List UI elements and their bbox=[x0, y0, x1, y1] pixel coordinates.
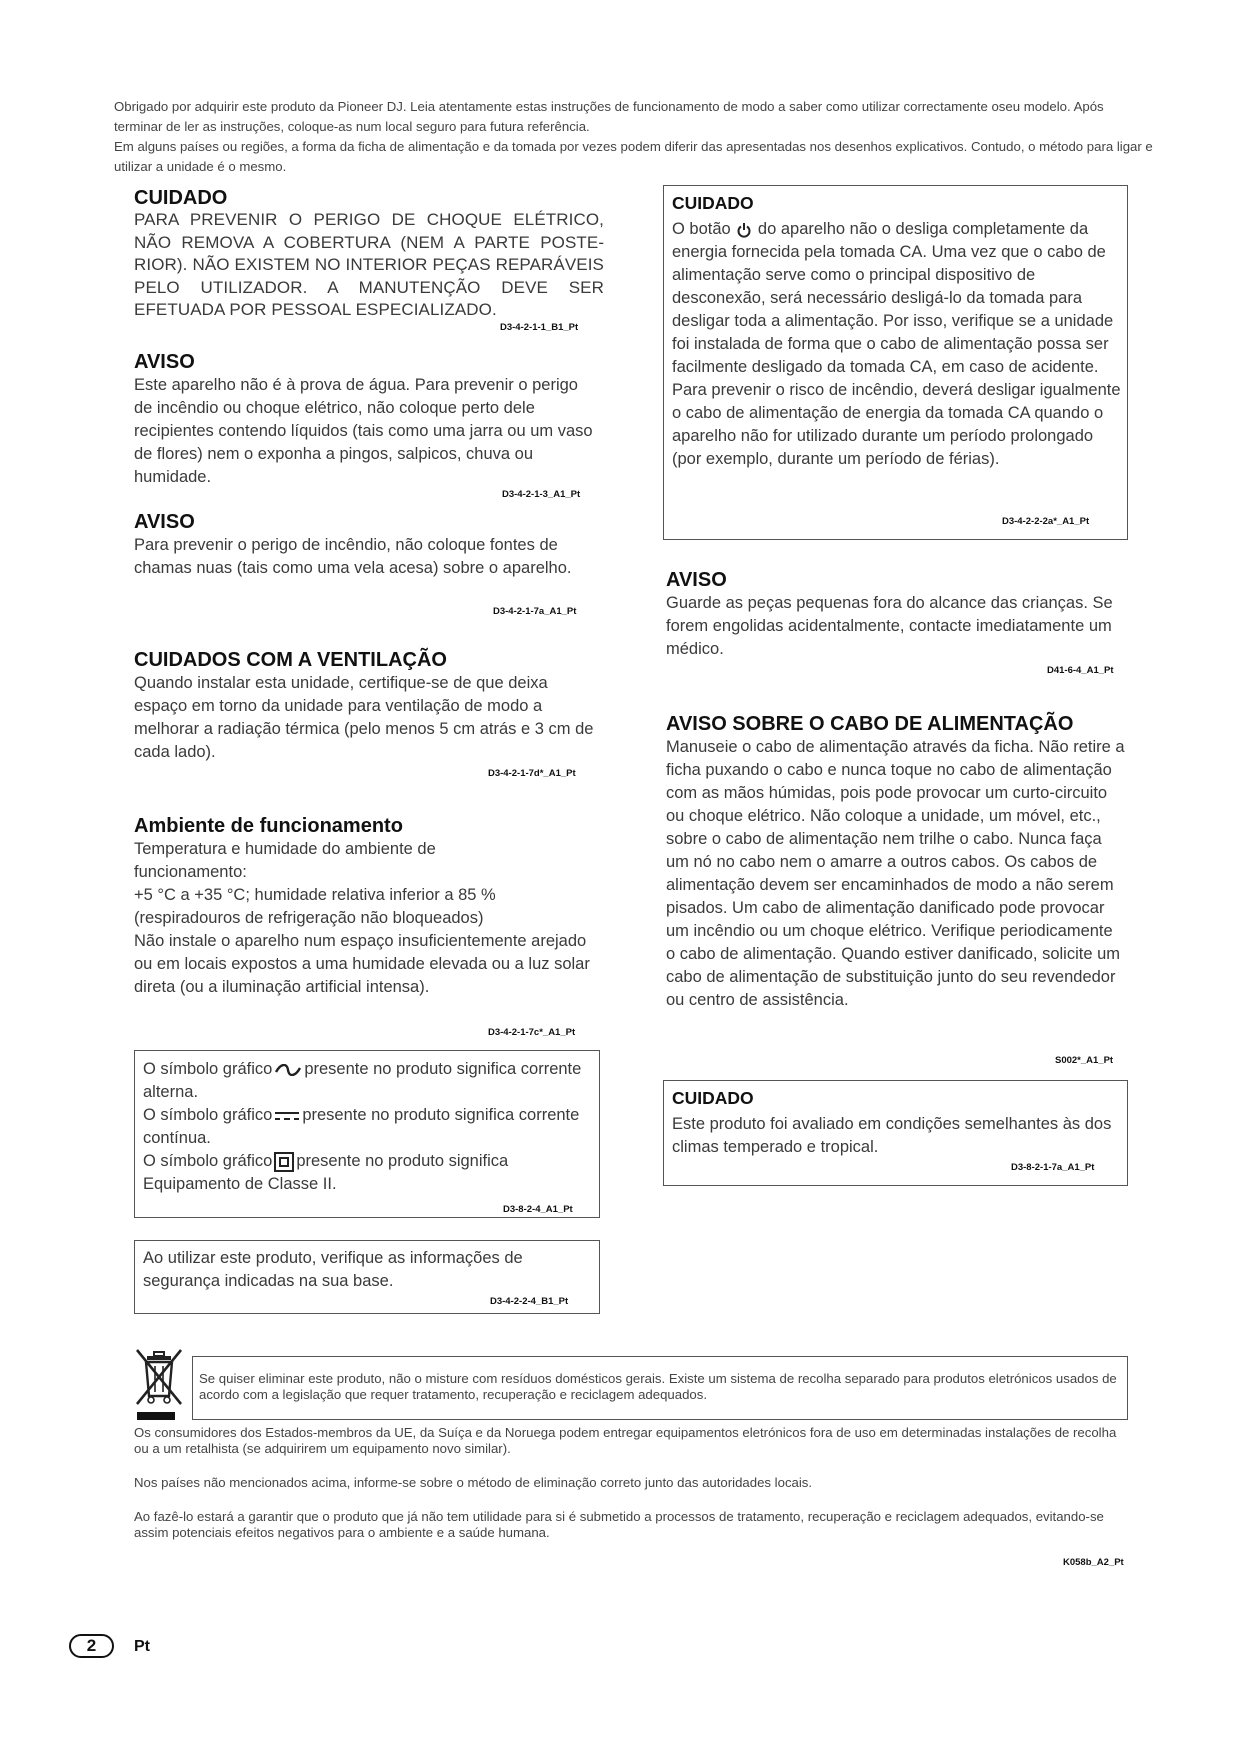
section-title: CUIDADO bbox=[672, 1088, 754, 1108]
section-title: CUIDADO bbox=[672, 193, 754, 213]
ventilation-section bbox=[134, 648, 604, 764]
reference-code: D3-4-2-1-7a_A1_Pt bbox=[493, 606, 577, 617]
ac-current-icon bbox=[274, 1064, 302, 1076]
reference-code: D3-4-2-2-4_B1_Pt bbox=[490, 1296, 569, 1307]
environment-paragraph: Temperatura e humidade do ambiente de funcionamento: bbox=[134, 840, 436, 881]
symbol-text-suffix: presente no produto significa corrente contínua. bbox=[143, 1106, 580, 1147]
section-text bbox=[134, 838, 604, 999]
reference-code: D3-4-2-1-3_A1_Pt bbox=[502, 489, 581, 500]
symbol-text-prefix: O símbolo gráfico bbox=[143, 1106, 273, 1124]
section-text: Para prevenir o perigo de incêndio, não coloque fontes de chamas nuas (tais como uma vela acesa) sobre o aparelho. bbox=[134, 536, 572, 577]
reference-code: S002*_A1_Pt bbox=[1055, 1055, 1114, 1066]
symbol-text-suffix: presente no produto significa corrente alterna. bbox=[143, 1060, 582, 1101]
reference-code: D41-6-4_A1_Pt bbox=[1047, 665, 1114, 676]
language-label: Pt bbox=[134, 1638, 150, 1655]
power-text-suffix: do aparelho não o desliga completamente da energia fornecida pela tomada CA. Uma vez que o cabo de alimentação serve como o principal dispositivo de desconexão, será necessário desligá-lo da tomada para desligar toda a alimentação. Por isso, verifique se a unidade foi instalada de forma que o cabo de alimentação possa ser facilmente desligado da tomada CA, em caso de acidente. Para prevenir o risco de incêndio, deverá desligar igualmente o cabo de alimentação de energia da tomada CA quando o aparelho não for utilizado durante um período prolongado (por exemplo, durante um período de férias). bbox=[672, 220, 1121, 468]
dc-current-icon bbox=[274, 1110, 300, 1122]
ac-symbol-text bbox=[143, 1058, 583, 1104]
disposal-paragraph: Nos países não mencionados acima, informe-se sobre o método de eliminação correto junto das autoridades locais. bbox=[134, 1475, 813, 1490]
environment-section bbox=[134, 814, 604, 999]
disposal-info bbox=[134, 1425, 1124, 1541]
section-title: CUIDADO bbox=[134, 187, 228, 209]
cuidado-shock-section bbox=[134, 186, 604, 322]
intro-text bbox=[114, 97, 1154, 177]
symbols-box bbox=[134, 1050, 600, 1218]
crossed-out-bin-icon bbox=[134, 1348, 184, 1420]
section-text: Este aparelho não é à prova de água. Para prevenir o perigo de incêndio ou choque elétrico, não coloque perto dele recipientes contendo líquidos (tais como uma jarra ou um vaso de flores) nem o exponha a pingos, salpicos, chuva ou humidade. bbox=[134, 376, 593, 486]
class-ii-icon bbox=[274, 1152, 294, 1172]
environment-paragraph: Não instale o aparelho num espaço insuficientemente arejado ou em locais expostos a uma humidade elevada ou a luz solar direta (ou a iluminação artificial intensa). bbox=[134, 932, 590, 996]
reference-code: K058b_A2_Pt bbox=[1063, 1557, 1124, 1568]
reference-code: D3-4-2-2-2a*_A1_Pt bbox=[1002, 516, 1090, 527]
cuidado-climate-box bbox=[663, 1080, 1128, 1186]
section-text: Quando instalar esta unidade, certifique-se de que deixa espaço em torno da unidade para ventilação de modo a melhorar a radiação térmica (pelo menos 5 cm atrás e 3 cm de cada lado). bbox=[134, 674, 594, 761]
dc-symbol-text bbox=[143, 1104, 583, 1150]
reference-code: D3-4-2-1-7d*_A1_Pt bbox=[488, 768, 576, 779]
reference-code: D3-8-2-1-7a_A1_Pt bbox=[1011, 1162, 1095, 1173]
symbol-text-prefix: O símbolo gráfico bbox=[143, 1152, 273, 1170]
reference-code: D3-4-2-1-1_B1_Pt bbox=[500, 322, 579, 333]
section-title: AVISO bbox=[666, 569, 727, 591]
reference-code: D3-8-2-4_A1_Pt bbox=[503, 1204, 573, 1215]
section-text: Manuseie o cabo de alimentação através da ficha. Não retire a ficha puxando o cabo e nunca toque no cabo de alimentação com as mãos húmidas, pois pode provocar um curto-circuito ou choque elétrico. Não coloque a unidade, um móvel, etc., sobre o cabo de alimentação nem trilhe o cabo. Nunca faça um nó no cabo nem o amarre a outros cabos. Os cabos de alimentação devem ser encaminhados de modo a não serem pisados. Um cabo de alimentação danificado pode provocar um incêndio ou um choque elétrico. Verifique periodicamente o cabo de alimentação. Quando estiver danificado, solicite um cabo de alimentação de substituição junto do seu revendedor ou centro de assistência. bbox=[666, 738, 1125, 1009]
section-title: AVISO bbox=[134, 511, 195, 533]
intro-paragraph-1: Obrigado por adquirir este produto da Pioneer DJ. Leia atentamente estas instruções de funcionamento de modo a saber como utilizar correctamente oseu modelo. Após terminar de ler as instruções, coloque-as num local seguro para futura referência. bbox=[114, 99, 1104, 134]
environment-paragraph: +5 °C a +35 °C; humidade relativa inferior a 85 % (respiradouros de refrigeração não bloqueados) bbox=[134, 886, 496, 927]
intro-paragraph-2: Em alguns países ou regiões, a forma da ficha de alimentação e da tomada por vezes podem diferir das apresentadas nos desenhos explicativos. Contudo, o método para ligar e utilizar a unidade é o mesmo. bbox=[114, 139, 1153, 174]
power-text-prefix: O botão bbox=[672, 220, 731, 238]
aviso-small-parts-section bbox=[666, 568, 1126, 661]
section-title: AVISO SOBRE O CABO DE ALIMENTAÇÃO bbox=[666, 713, 1074, 735]
section-text bbox=[672, 218, 1122, 471]
section-title: CUIDADOS COM A VENTILAÇÃO bbox=[134, 649, 447, 671]
symbol-text-prefix: O símbolo gráfico bbox=[143, 1060, 273, 1078]
symbol-text-suffix: presente no produto significa Equipamento de Classe II. bbox=[143, 1152, 509, 1193]
disposal-box-text: Se quiser eliminar este produto, não o misture com resíduos domésticos gerais. Existe um sistema de recolha separado para produtos eletrónicos usados de acordo com a legislação que requer tratamento, recuperação e reciclagem adequados. bbox=[199, 1371, 1117, 1402]
cuidado-power-box bbox=[663, 185, 1128, 540]
disposal-paragraph: Ao fazê-lo estará a garantir que o produto que já não tem utilidade para si é submetido a processos de tratamento, recuperação e reciclagem adequados, evitando-se assim potenciais efeitos negativos para o ambiente e a saúde humana. bbox=[134, 1509, 1104, 1540]
section-title: Ambiente de funcionamento bbox=[134, 815, 403, 837]
disposal-box bbox=[192, 1356, 1128, 1420]
safety-info-text: Ao utilizar este produto, verifique as informações de segurança indicadas na sua base. bbox=[143, 1249, 523, 1290]
disposal-paragraph: Os consumidores dos Estados-membros da UE, da Suíça e da Noruega podem entregar equipamentos eletrónicos fora de uso em determinadas instalações de recolha ou a um retalhista (se adquirirem um equipamento novo similar). bbox=[134, 1425, 1117, 1456]
section-text: PARA PREVENIR O PERIGO DE CHOQUE ELÉTRICO, NÃO REMOVA A COBERTURA (NEM A PARTE POSTERIOR). NÃO EXISTEM NO INTERIOR PEÇAS REPARÁVEIS PELO UTILIZADOR. A MANUTENÇÃO DEVE SER EFETUADA POR PESSOAL ESPECIALIZADO. bbox=[134, 210, 604, 319]
page-number: 2 bbox=[69, 1634, 114, 1658]
power-standby-icon bbox=[737, 222, 751, 238]
section-title: AVISO bbox=[134, 351, 195, 373]
aviso-cable-section bbox=[666, 712, 1126, 1012]
aviso-fire-section bbox=[134, 510, 604, 580]
class2-symbol-text bbox=[143, 1150, 583, 1196]
aviso-water-section bbox=[134, 350, 594, 489]
reference-code: D3-4-2-1-7c*_A1_Pt bbox=[488, 1027, 576, 1038]
section-text: Guarde as peças pequenas fora do alcance das crianças. Se forem engolidas acidentalmente, contacte imediatamente um médico. bbox=[666, 594, 1113, 658]
section-text: Este produto foi avaliado em condições semelhantes às dos climas temperado e tropical. bbox=[672, 1115, 1112, 1156]
safety-info-box bbox=[134, 1240, 600, 1314]
